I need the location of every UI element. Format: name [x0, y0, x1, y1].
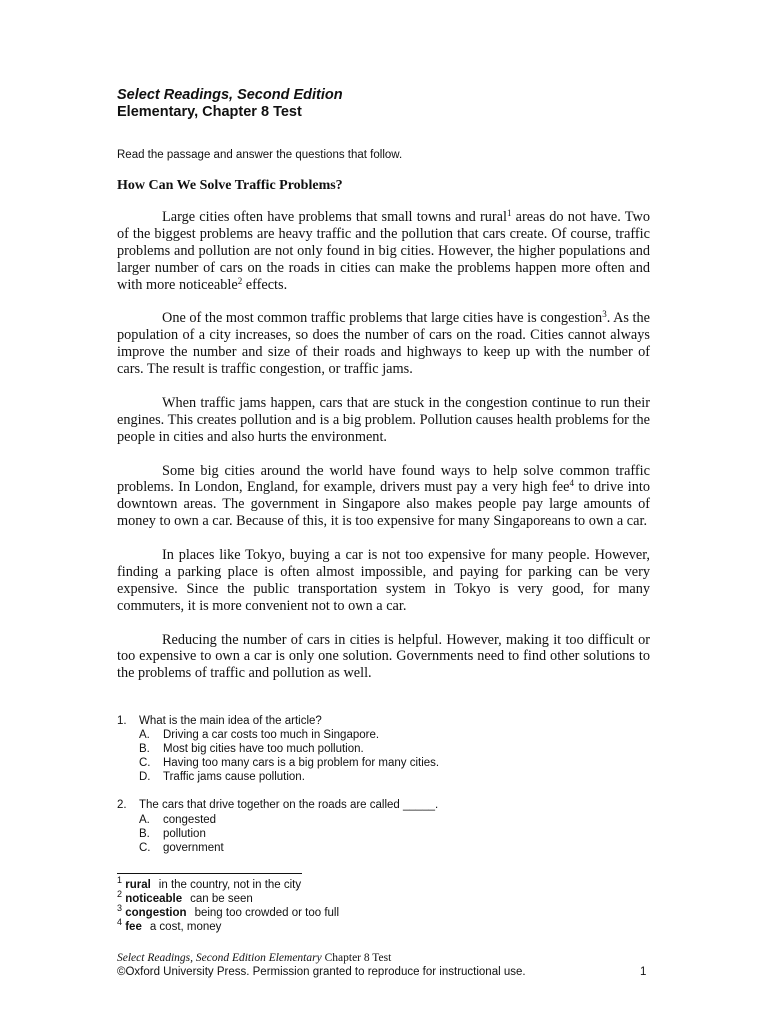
question-text: What is the main idea of the article? [139, 715, 322, 727]
footnote-3: $^3$ congestion being too crowded or too full [117, 903, 340, 920]
answer-option: D. Traffic jams cause pollution. [139, 771, 305, 784]
paragraph-3: When traffic jams happen, cars that are stuck in the congestion continue to run their engines. This creates pollution and is a big problem. Pollution causes health problems for the people in cities and also hurts the environment. [117, 394, 650, 445]
question-number: 1. [117, 715, 127, 727]
passage-body [117, 209, 650, 699]
question-1 [117, 714, 650, 784]
paragraph-1: Large cities often have problems that small towns and rural$^1$ areas do not have. Two of the biggest problems are heavy traffic and the pollution that cars create. Of course, traffic problems and pollution are not only found in big cities. However, the higher populations and larger number of cars on the roads in cities can make the problems happen more often and with more noticeable$^2$ effects. [117, 208, 650, 293]
paragraph-6: Reducing the number of cars in cities is helpful. However, making it too difficult or too expensive to own a car is only one solution. Governments need to find other solutions to the problems of traffic and pollution as well. [117, 631, 650, 682]
answer-option: C. government [139, 841, 224, 854]
instructions: Read the passage and answer the questions that follow. [117, 149, 403, 161]
footnote-ref-1: 1 [506, 208, 512, 218]
footnote-ref-4: 4 [569, 478, 574, 489]
footnote-ref-2: 2 [237, 275, 243, 286]
footnote-ref-3: 3 [602, 309, 607, 320]
answer-option: C. Having too many cars is a big problem for many cities. [139, 757, 440, 770]
footer-source: Select Readings, Second Edition Elementary Chapter 8 Test [117, 952, 392, 964]
footnotes [117, 875, 340, 934]
paragraph-2: One of the most common traffic problems that large cities have is congestion$^3$. As the population of a city increases, so does the number of cars on the road. Cities cannot always improve the number and size of their roads and highways to keep up with the number of cars. The result is traffic congestion, or traffic jams. [117, 309, 650, 378]
footnote-4: $^4$ fee a cost, money [117, 917, 222, 934]
answer-option: A. congested [139, 813, 217, 826]
book-title: Select Readings, Second Edition [117, 87, 343, 103]
answer-option: B. Most big cities have too much pollution. [139, 743, 364, 756]
answer-option: A. Driving a car costs too much in Singapore. [139, 729, 380, 742]
footer-copyright: ©Oxford University Press. Permission granted to reproduce for instructional use. [117, 966, 526, 978]
answer-option: B. pollution [139, 827, 206, 840]
question-number: 2. [117, 799, 127, 812]
chapter-heading: Elementary, Chapter 8 Test [117, 104, 302, 120]
question-text: The cars that drive together on the roads are called _____. [139, 799, 439, 812]
footnote-2: $^2$ noticeable can be seen [117, 889, 253, 906]
question-2 [117, 798, 650, 854]
paragraph-5: In places like Tokyo, buying a car is not too expensive for many people. However, finding a parking place is often almost impossible, and paying for parking can be very expensive. Since the public transportation system in Tokyo is very good, for many commuters, it is more convenient not to own a car. [117, 547, 650, 614]
page-number: 1 [640, 966, 647, 978]
footnote-divider [117, 873, 302, 874]
footnote-1: $^1$ rural in the country, not in the city [117, 875, 302, 891]
passage-title: How Can We Solve Traffic Problems? [117, 178, 343, 193]
questions-list [117, 714, 650, 869]
paragraph-4: Some big cities around the world have found ways to help solve common traffic problems. In London, England, for example, drivers must pay a very high fee$^4$ to drive into downtown areas. The government in Singapore also makes people pay large amounts of money to own a car. Because of this, it is too expensive for many Singaporeans to own a car. [117, 462, 650, 530]
